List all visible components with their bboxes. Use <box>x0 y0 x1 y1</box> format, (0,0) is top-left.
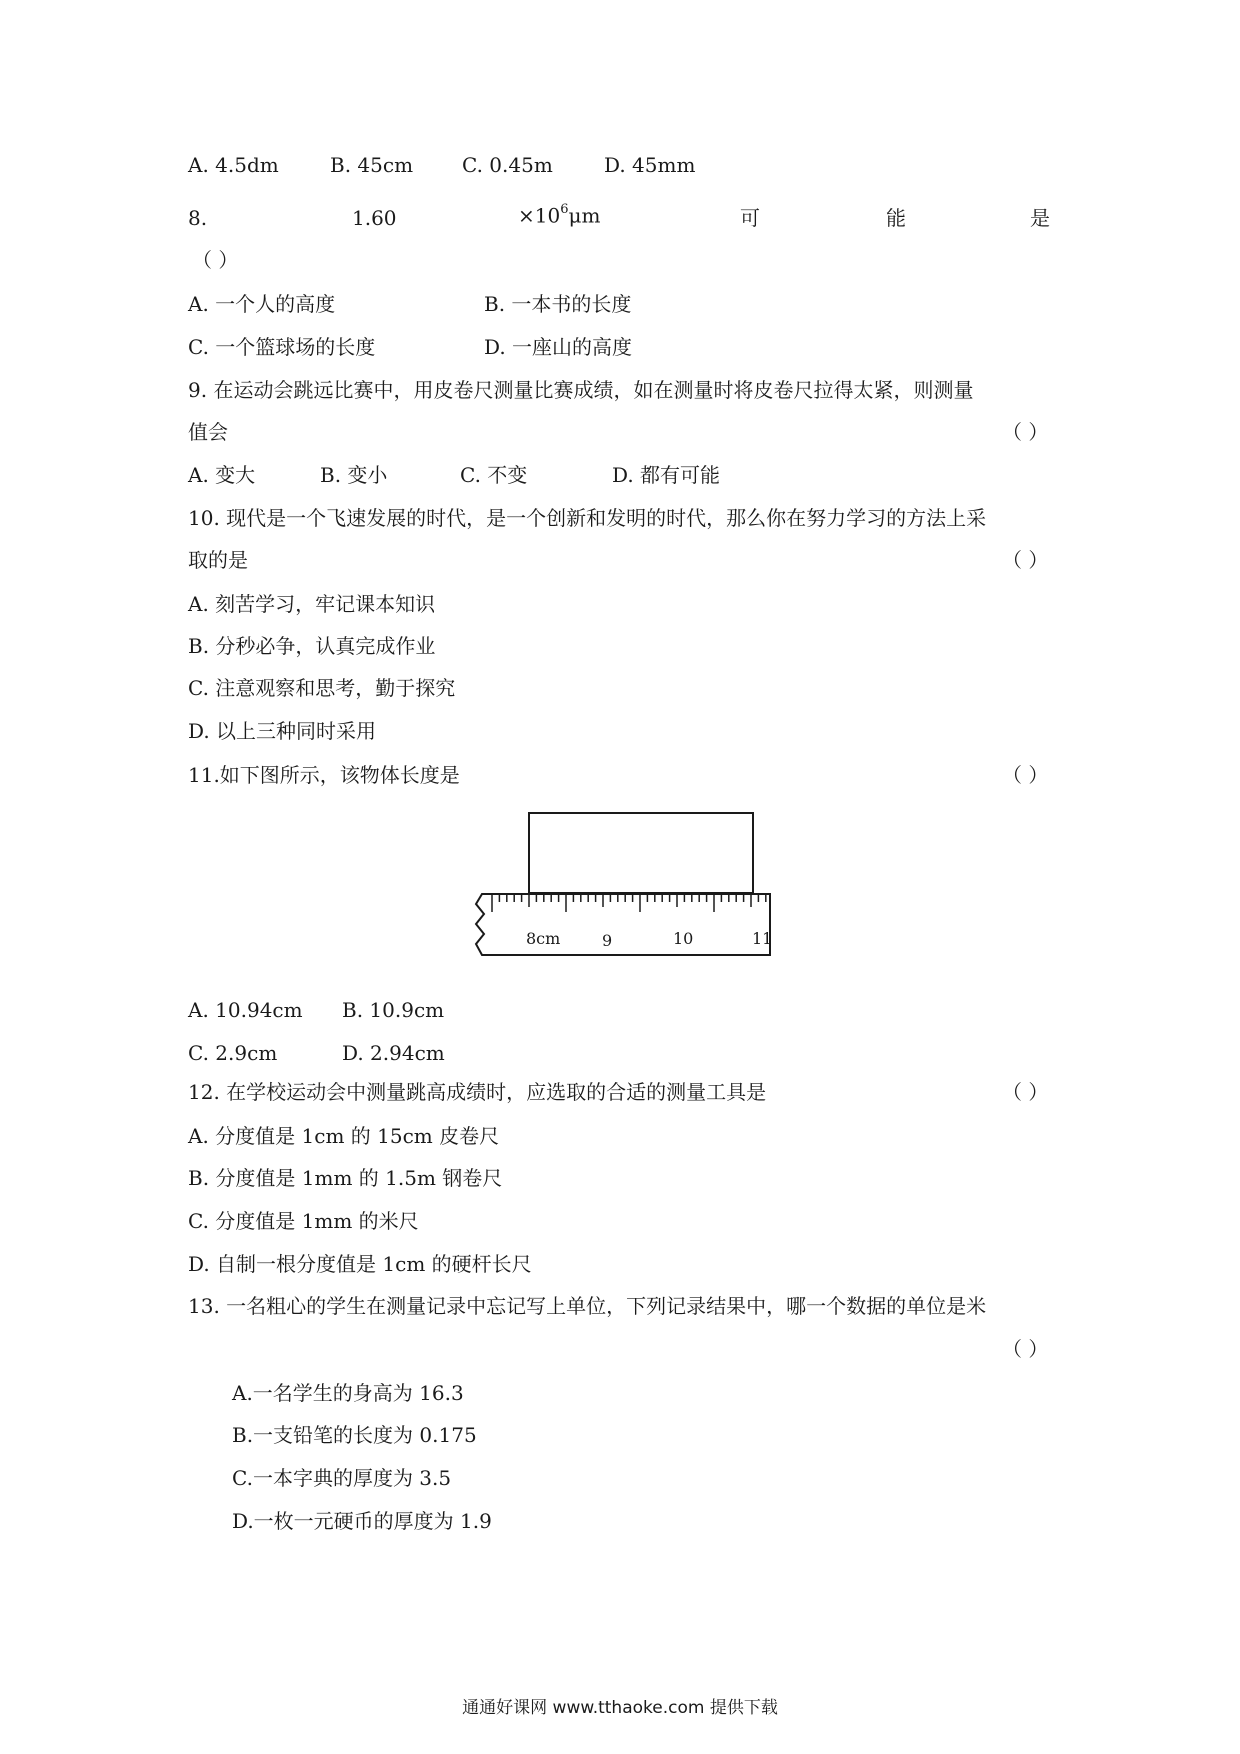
q11-option-a: A. 10.94cm <box>188 998 303 1022</box>
page-footer: 通通好课网 www.tthaoke.com 提供下载 <box>462 1698 778 1718</box>
q8-answer-paren: （ ） <box>192 248 239 272</box>
q9-text-line-1: 9. 在运动会跳远比赛中，用皮卷尺测量比赛成绩，如在测量时将皮卷尺拉得太紧，则测量 <box>188 378 974 402</box>
q13-option-d: D.一枚一元硬币的厚度为 1.9 <box>232 1509 492 1533</box>
q11-option-b: B. 10.9cm <box>342 998 445 1022</box>
ruler-label-9: 9 <box>602 931 613 950</box>
q12-option-c: C. 分度值是 1mm 的米尺 <box>188 1209 419 1233</box>
q10-option-c: C. 注意观察和思考，勤于探究 <box>188 676 456 700</box>
q7-option-d: D. 45mm <box>604 153 696 177</box>
q10-text-line-2: 取的是 <box>188 548 248 572</box>
q12-text-line-1: 12. 在学校运动会中测量跳高成绩时，应选取的合适的测量工具是 <box>188 1080 767 1104</box>
q9-option-a: A. 变大 <box>188 463 256 487</box>
q8-option-d: D. 一座山的高度 <box>484 335 633 359</box>
q12-option-a: A. 分度值是 1cm 的 15cm 皮卷尺 <box>188 1124 500 1148</box>
q10-answer-paren: （ ） <box>1002 548 1049 572</box>
q10-option-a: A. 刻苦学习，牢记课本知识 <box>188 592 436 616</box>
q9-option-c: C. 不变 <box>460 463 528 487</box>
q9-option-b: B. 变小 <box>320 463 388 487</box>
q13-option-a: A.一名学生的身高为 16.3 <box>232 1381 464 1405</box>
q10-option-b: B. 分秒必争，认真完成作业 <box>188 634 436 658</box>
q9-answer-paren: （ ） <box>1002 420 1049 444</box>
q13-option-b: B.一支铅笔的长度为 0.175 <box>232 1423 477 1447</box>
q7-option-c: C. 0.45m <box>462 153 553 177</box>
q13-answer-paren: （ ） <box>1002 1337 1049 1361</box>
q11-option-d: D. 2.94cm <box>342 1041 445 1065</box>
q8-word-2: 能 <box>886 206 906 230</box>
ruler-diagram <box>470 812 780 962</box>
ruler-label-10: 10 <box>673 929 694 948</box>
q8-exponent-expression: $\times 10^6\mu m$ <box>518 202 601 228</box>
ruler-label-11: 11 <box>752 929 773 948</box>
q8-option-c: C. 一个篮球场的长度 <box>188 335 376 359</box>
q13-option-c: C.一本字典的厚度为 3.5 <box>232 1466 452 1490</box>
ruler-body <box>476 894 773 955</box>
q13-text-line-1: 13. 一名粗心的学生在测量记录中忘记写上单位，下列记录结果中，哪一个数据的单位是米 <box>188 1294 987 1318</box>
q11-answer-paren: （ ） <box>1002 763 1049 787</box>
ruler-figure <box>470 812 780 967</box>
q8-number: 8. <box>188 206 208 230</box>
measured-object <box>529 813 753 893</box>
q8-value: 1.60 <box>352 206 397 230</box>
q10-text-line-1: 10. 现代是一个飞速发展的时代，是一个创新和发明的时代，那么你在努力学习的方法上采 <box>188 506 987 530</box>
q10-option-d: D. 以上三种同时采用 <box>188 719 377 743</box>
q7-option-a: A. 4.5dm <box>188 153 279 177</box>
q12-answer-paren: （ ） <box>1002 1080 1049 1104</box>
q8-option-a: A. 一个人的高度 <box>188 292 336 316</box>
q8-word-1: 可 <box>740 206 760 230</box>
q8-word-3: 是 <box>1030 206 1050 230</box>
q9-text-line-2: 值会 <box>188 420 228 444</box>
q11-text-line-1: 11.如下图所示，该物体长度是 <box>188 763 460 787</box>
q8-option-b: B. 一本书的长度 <box>484 292 632 316</box>
ruler-label-8cm: 8cm <box>526 929 561 948</box>
q12-option-d: D. 自制一根分度值是 1cm 的硬杆长尺 <box>188 1252 532 1276</box>
q11-option-c: C. 2.9cm <box>188 1041 278 1065</box>
q12-option-b: B. 分度值是 1mm 的 1.5m 钢卷尺 <box>188 1166 503 1190</box>
q9-option-d: D. 都有可能 <box>612 463 721 487</box>
q7-option-b: B. 45cm <box>330 153 414 177</box>
